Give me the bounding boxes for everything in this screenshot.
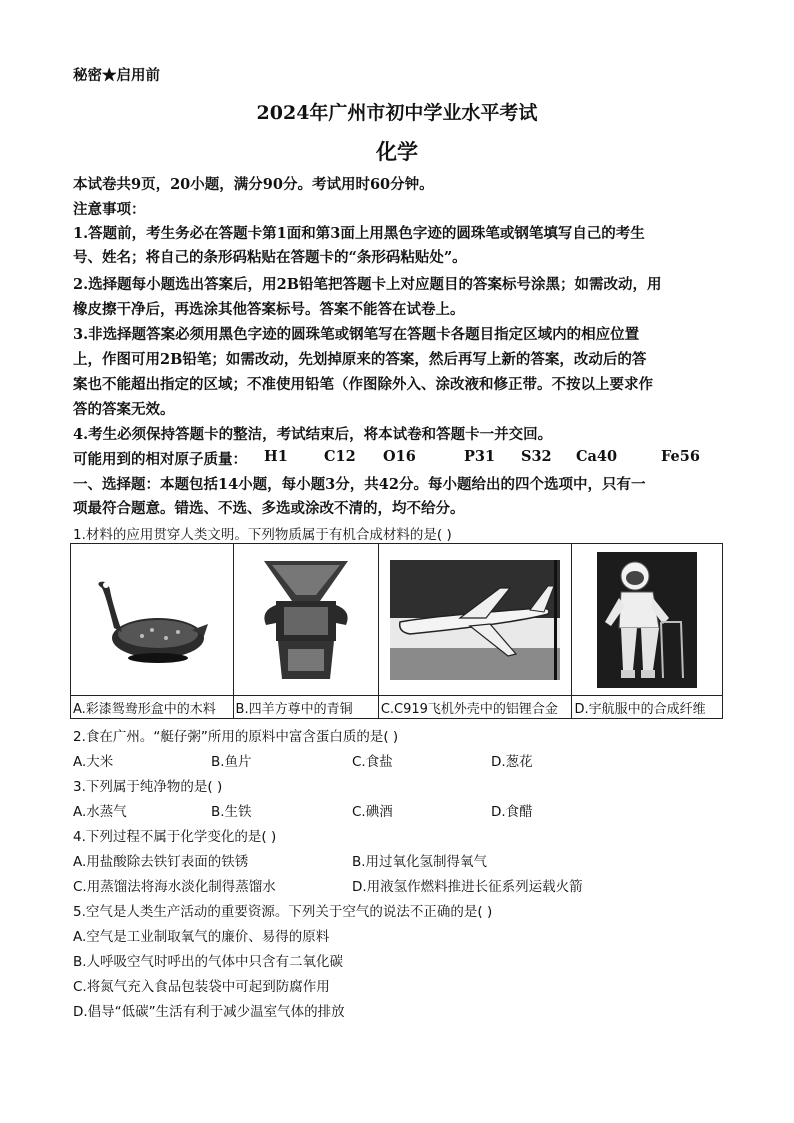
q2-stem: 2.食在广州。“艇仔粥”所用的原料中富含蛋白质的是( ): [73, 729, 399, 745]
q5-option-d: D.倡导“低碳”生活有利于减少温室气体的排放: [73, 1004, 345, 1020]
exam-title: 2024年广州市初中学业水平考试: [256, 102, 538, 124]
note-1-line-2: 号、姓名；将自己的条形码粘贴在答题卡的“条形码粘贴处”。: [73, 249, 467, 266]
note-3-line-4: 答的答案无效。: [73, 401, 175, 418]
atomic-mass-o: O16: [383, 448, 416, 465]
atomic-mass-fe: Fe56: [661, 448, 700, 465]
atomic-mass-s: S32: [521, 448, 552, 465]
q1-image-d: [572, 544, 723, 696]
section-1-instructions-line-2: 项最符合题意。错选、不选、多选或涂改不清的，均不给分。: [73, 500, 465, 517]
q2-option-a: A.大米: [73, 754, 114, 770]
q3-option-c: C.碘酒: [352, 804, 393, 820]
q4-option-a: A.用盐酸除去铁钉表面的铁锈: [73, 854, 249, 870]
atomic-mass-p: P31: [464, 448, 496, 465]
q4-option-c: C.用蒸馏法将海水淡化制得蒸馏水: [73, 879, 276, 895]
q1-image-c: [378, 544, 572, 696]
confidential-label: 秘密★启用前: [73, 67, 160, 84]
q1-option-c: C.C919飞机外壳中的铝锂合金: [378, 696, 572, 719]
q1-image-b: [233, 544, 378, 696]
q2-option-b: B.鱼片: [211, 754, 252, 770]
q1-option-d: D.宇航服中的合成纤维: [572, 696, 723, 719]
q1-image-a: [71, 544, 234, 696]
note-3-line-1: 3.非选择题答案必须用黑色字迹的圆珠笔或钢笔写在答题卡各题目指定区域内的相应位置: [73, 326, 640, 343]
atomic-mass-h: H1: [264, 448, 288, 465]
note-3-line-3: 案也不能超出指定的区域；不准使用铅笔（作图除外入、涂改液和修正带。不按以上要求作: [73, 376, 653, 393]
duck-lacquer-box-icon: [92, 572, 212, 668]
q5-option-c: C.将氮气充入食品包装袋中可起到防腐作用: [73, 979, 330, 995]
c919-airplane-icon: [390, 560, 560, 680]
q5-option-a: A.空气是工业制取氧气的廉价、易得的原料: [73, 929, 330, 945]
astronaut-suit-icon: [597, 552, 697, 688]
q3-option-d: D.食醋: [491, 804, 533, 820]
q1-option-b: B.四羊方尊中的青铜: [233, 696, 378, 719]
q4-stem: 4.下列过程不属于化学变化的是( ): [73, 829, 277, 845]
note-2-line-2: 橡皮擦干净后，再选涂其他答案标号。答案不能答在试卷上。: [73, 301, 465, 318]
note-1-line-1: 1.答题前，考生务必在答题卡第1面和第3面上用黑色字迹的圆珠笔或钢笔填写自己的考生: [73, 225, 645, 242]
section-1-instructions-line-1: 一、选择题：本题包括14小题，每小题3分，共42分。每小题给出的四个选项中，只有一: [73, 476, 646, 493]
exam-summary: 本试卷共9页，20小题，满分90分。考试用时60分钟。: [73, 176, 434, 193]
q4-option-b: B.用过氧化氢制得氧气: [352, 854, 488, 870]
q2-option-d: D.葱花: [491, 754, 533, 770]
q5-option-b: B.人呼吸空气时呼出的气体中只含有二氧化碳: [73, 954, 344, 970]
note-2-line-1: 2.选择题每小题选出答案后，用2B铅笔把答题卡上对应题目的答案标号涂黑；如需改动，用: [73, 276, 662, 293]
q1-image-table: [70, 543, 723, 719]
bronze-zun-vessel-icon: [250, 555, 362, 685]
q2-option-c: C.食盐: [352, 754, 393, 770]
atomic-mass-label: 可能用到的相对原子质量：: [73, 451, 247, 468]
q5-stem: 5.空气是人类生产活动的重要资源。下列关于空气的说法不正确的是( ): [73, 904, 493, 920]
q4-option-d: D.用液氢作燃料推进长征系列运载火箭: [352, 879, 583, 895]
q1-option-a: A.彩漆鸳鸯形盒中的木料: [71, 696, 234, 719]
note-4-line-1: 4.考生必须保持答题卡的整洁，考试结束后，将本试卷和答题卡一并交回。: [73, 426, 553, 443]
subject-title: 化学: [376, 139, 418, 164]
q3-option-b: B.生铁: [211, 804, 252, 820]
note-3-line-2: 上，作图可用2B铅笔；如需改动，先划掉原来的答案，然后再写上新的答案，改动后的答: [73, 351, 647, 368]
atomic-mass-ca: Ca40: [576, 448, 618, 465]
atomic-mass-c: C12: [324, 448, 356, 465]
q1-stem: 1.材料的应用贯穿人类文明。下列物质属于有机合成材料的是( ): [73, 527, 452, 543]
q3-option-a: A.水蒸气: [73, 804, 127, 820]
q3-stem: 3.下列属于纯净物的是( ): [73, 779, 223, 795]
notes-title: 注意事项：: [73, 201, 146, 218]
